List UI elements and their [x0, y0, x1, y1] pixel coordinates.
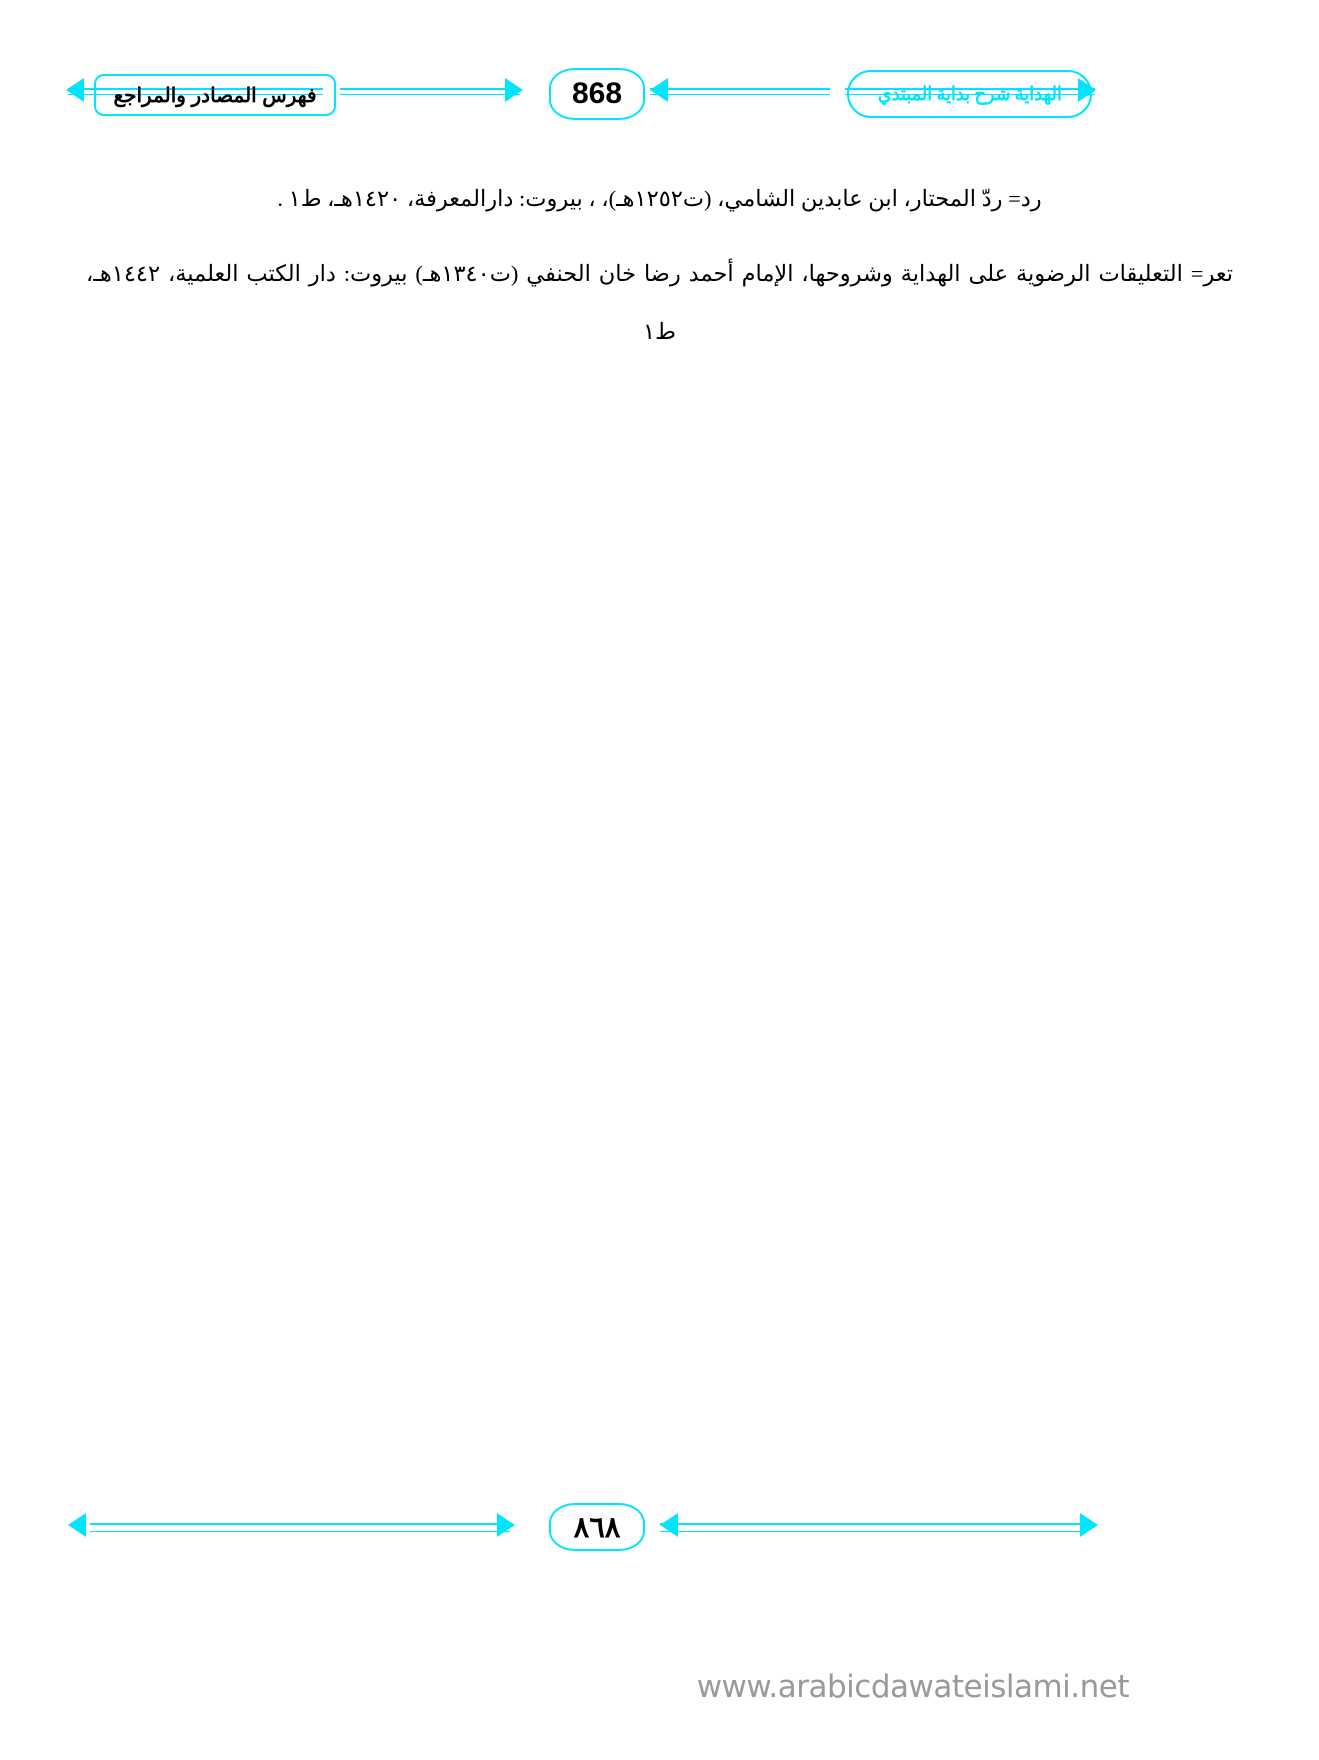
- header-rule-right-thin: [845, 94, 1095, 95]
- header-rule-mid-right: [650, 88, 830, 90]
- header-book-title: الهداية شرح بداية المبتدي: [877, 83, 1062, 105]
- footer-rule-left: [90, 1523, 510, 1525]
- footer-rule-right: [660, 1523, 1080, 1525]
- footer-arrow-right-inner-icon: [497, 1513, 515, 1537]
- header-rule-mid-right-thin: [650, 94, 830, 95]
- header-arrow-right-outer-icon: [1078, 78, 1096, 102]
- footer-rule-left-thin: [90, 1531, 510, 1532]
- footer-page-number: ٨٦٨: [573, 1511, 621, 1544]
- page-footer: [0, 1495, 1319, 1565]
- header-section-label: فهرس المصادر والمراجع: [113, 84, 317, 107]
- header-page-number: 868: [571, 77, 623, 110]
- bibliography-entry: رد= ردّ المحتار، ابن عابدين الشامي، (ت١٢٥٢هـ)، ، بيروت: دارالمعرفة، ١٤٢٠هـ، ط١ .: [277, 186, 1042, 211]
- header-arrow-left-inner-icon: [650, 78, 668, 102]
- header-arrow-right-inner-icon: [505, 78, 523, 102]
- page-header: [0, 30, 1319, 110]
- footer-arrow-right-outer-icon: [1080, 1513, 1098, 1537]
- header-rule-right: [845, 88, 1095, 90]
- footer-arrow-left-outer-icon: [68, 1513, 86, 1537]
- bibliography-entry: تعر= التعليقات الرضوية على الهداية وشروحها، الإمام أحمد رضا خان الحنفي (ت١٣٤٠هـ) بيروت: دار الكتب العلمية، ١٤٤٢هـ، ط١: [86, 261, 1233, 344]
- header-rule-mid-left-thin: [340, 94, 520, 95]
- header-rule-mid-left: [340, 88, 520, 90]
- footer-arrow-left-inner-icon: [660, 1513, 678, 1537]
- watermark-url: www.arabicdawateislami.net: [696, 1669, 1129, 1705]
- header-section-box: [94, 74, 336, 116]
- page-content: [86, 170, 1233, 378]
- header-page-number-box: [549, 68, 645, 120]
- header-arrow-left-outer-icon: [66, 78, 84, 102]
- footer-page-number-box: [549, 1503, 645, 1551]
- footer-rule-right-thin: [660, 1531, 1080, 1532]
